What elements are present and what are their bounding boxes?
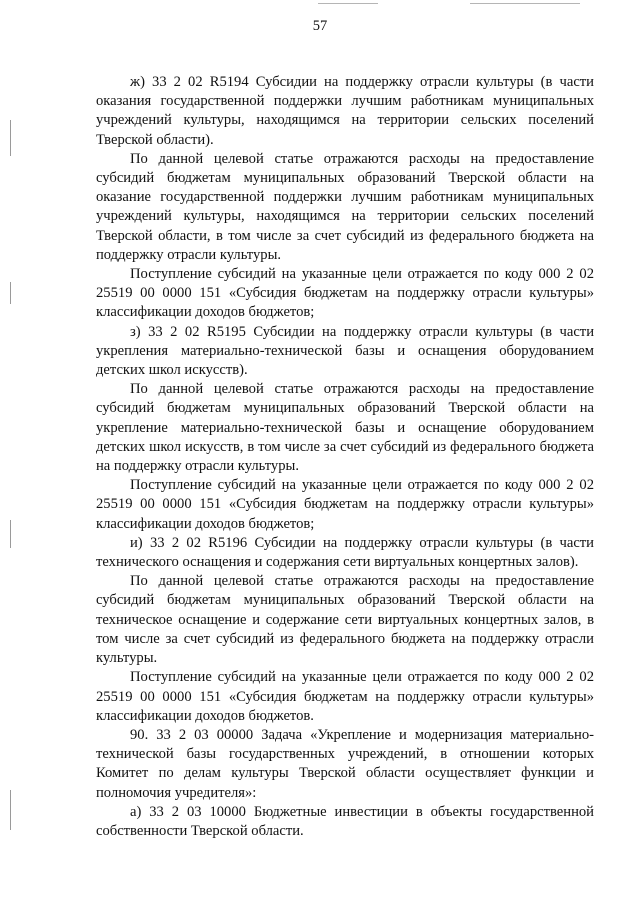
paragraph-item-a: а) 33 2 03 10000 Бюджетные инвестиции в объекты государственной собственности Тверской области. [96,803,594,839]
paragraph-item-i: и) 33 2 02 R5196 Субсидии на поддержку отрасли культуры (в части технического оснащения и содержания сети виртуальных концертных залов). [96,534,594,571]
paragraph-item-z: з) 33 2 02 R5195 Субсидии на поддержку отрасли культуры (в части укрепления материально-технической базы и оснащения оборудованием детских школ искусств). [96,323,594,379]
paragraph-revenue-code: Поступление субсидий на указанные цели отражается по коду 000 2 02 25519 00 0000 151 «Субсидия бюджетам на поддержку отрасли культуры» классификации доходов бюджетов. [96,669,594,724]
scan-top-mark [470,3,580,4]
paragraph-task-90: 90. 33 2 03 00000 Задача «Укрепление и модернизация материально-технической базы государственных учреждений, в отношении которых Комитет по делам культуры Тверской области осуществляет функции и полномочия учредителя»: [96,726,594,801]
paragraph-revenue-code: Поступление субсидий на указанные цели отражается по коду 000 2 02 25519 00 0000 151 «Субсидия бюджетам на поддержку отрасли культуры» классификации доходов бюджетов; [96,477,594,532]
scan-margin-mark [10,282,11,304]
paragraph-description: По данной целевой статье отражаются расходы на предоставление субсидий бюджетам муниципальных образований Тверской области на техническое оснащение и содержание сети виртуальных концертных залов, в том числе за счет субсидий из федерального бюджета на поддержку отрасли культуры. [96,573,594,667]
scan-margin-mark [10,790,11,830]
scan-margin-mark [10,520,11,548]
paragraph-description: По данной целевой статье отражаются расходы на предоставление субсидий бюджетам муниципальных образований Тверской области на укрепление материально-технической базы и оснащение оборудованием детских школ искусств, в том числе за счет субсидий из федерального бюджета на поддержку отрасли культуры. [96,381,594,475]
paragraph-revenue-code: Поступление субсидий на указанные цели отражается по коду 000 2 02 25519 00 0000 151 «Субсидия бюджетам на поддержку отрасли культуры» классификации доходов бюджетов; [96,266,594,321]
paragraph-description: По данной целевой статье отражаются расходы на предоставление субсидий бюджетам муниципальных образований Тверской области на оказание государственной поддержки лучшим работникам муниципальных учреждений культуры, находящимся на территории сельских поселений Тверской области, в том числе за счет субсидий из федерального бюджета на поддержку отрасли культуры. [96,150,594,263]
scan-margin-mark [10,120,11,156]
paragraph-item-zh: ж) 33 2 02 R5194 Субсидии на поддержку отрасли культуры (в части оказания государственной поддержки лучшим работникам муниципальных учреждений культуры, находящимся на территории сельских поселений Тверской области). [96,74,594,148]
scan-top-mark [318,3,378,4]
page-number: 57 [312,18,328,34]
document-body [96,73,594,841]
